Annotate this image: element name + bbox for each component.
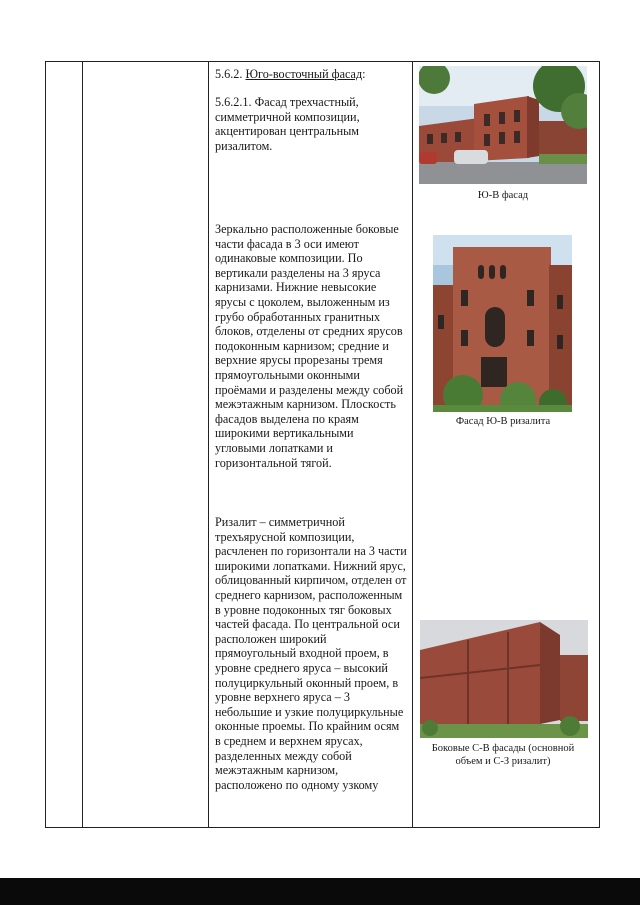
section-heading — [215, 67, 407, 82]
heading-number: 5.6.2. — [215, 67, 243, 81]
table-right-border — [599, 61, 600, 828]
table-top-border — [45, 61, 600, 62]
heading-colon: : — [362, 67, 366, 81]
heading-title: Юго-восточный фасад — [245, 67, 363, 81]
photo-se-facade-caption: Ю-В фасад — [477, 190, 529, 201]
table-left-border — [45, 61, 46, 828]
table-bottom-border — [45, 827, 600, 828]
photo-risalit-caption: Фасад Ю-В ризалита — [455, 416, 551, 427]
paragraph-side-parts: Зеркально расположенные боковые части фасада в 3 оси имеют одинаковые композиции. По вертикали разделены на 3 яруса карнизами. Нижние невысокие ярусы с цоколем, выложенным из грубо обработанных гранитных блоков, отделены от средних ярусов подоконным карнизом; средние и верхние ярусы прорезаны тремя прямоугольными оконными проёмами и разделены между собой межэтажным карнизом. Плоскость фасадов выделена по краям широкими вертикальными угловыми лопатками и горизонтальной тягой. — [215, 222, 404, 470]
paragraph-risalit: Ризалит – симметричной трехъярусной композиции, расчленен по горизонтали на 3 части широкими лопатками. Нижний ярус, облицованный кирпичом, отделен от среднего карнизом, расположенным в уровне подоконных тяг боковых частей фасада. По центральной оси расположен широкий прямоугольный входной проем, в уровне среднего яруса – высокий полуциркульный оконный проем, в уровне верхнего яруса – 3 небольшие и узкие полуциркульные оконные проемы. По крайним осям в среднем и верхнем ярусах, разделенных между собой межэтажным карнизом, расположено по одному узкому — [215, 515, 407, 792]
risalit-photo-image — [433, 235, 572, 412]
paragraph-facade-summary: 5.6.2.1. Фасад трехчастный, симметричной композиции, акцентирован центральным ризалитом. — [215, 95, 360, 153]
table-column-divider-2 — [208, 61, 209, 828]
photo-ne-facades-caption: Боковые С-В фасады (основной объем и С-З ризалит) — [431, 743, 575, 767]
scan-bottom-edge — [0, 878, 640, 905]
photo-se-facade — [419, 66, 587, 184]
photo-ne-facades — [420, 620, 588, 738]
photo-risalit-facade — [433, 235, 572, 412]
table-column-divider-3 — [412, 61, 413, 828]
table-column-divider-1 — [82, 61, 83, 828]
ne-facades-photo-image — [420, 620, 588, 738]
building-photo-image — [419, 66, 587, 184]
